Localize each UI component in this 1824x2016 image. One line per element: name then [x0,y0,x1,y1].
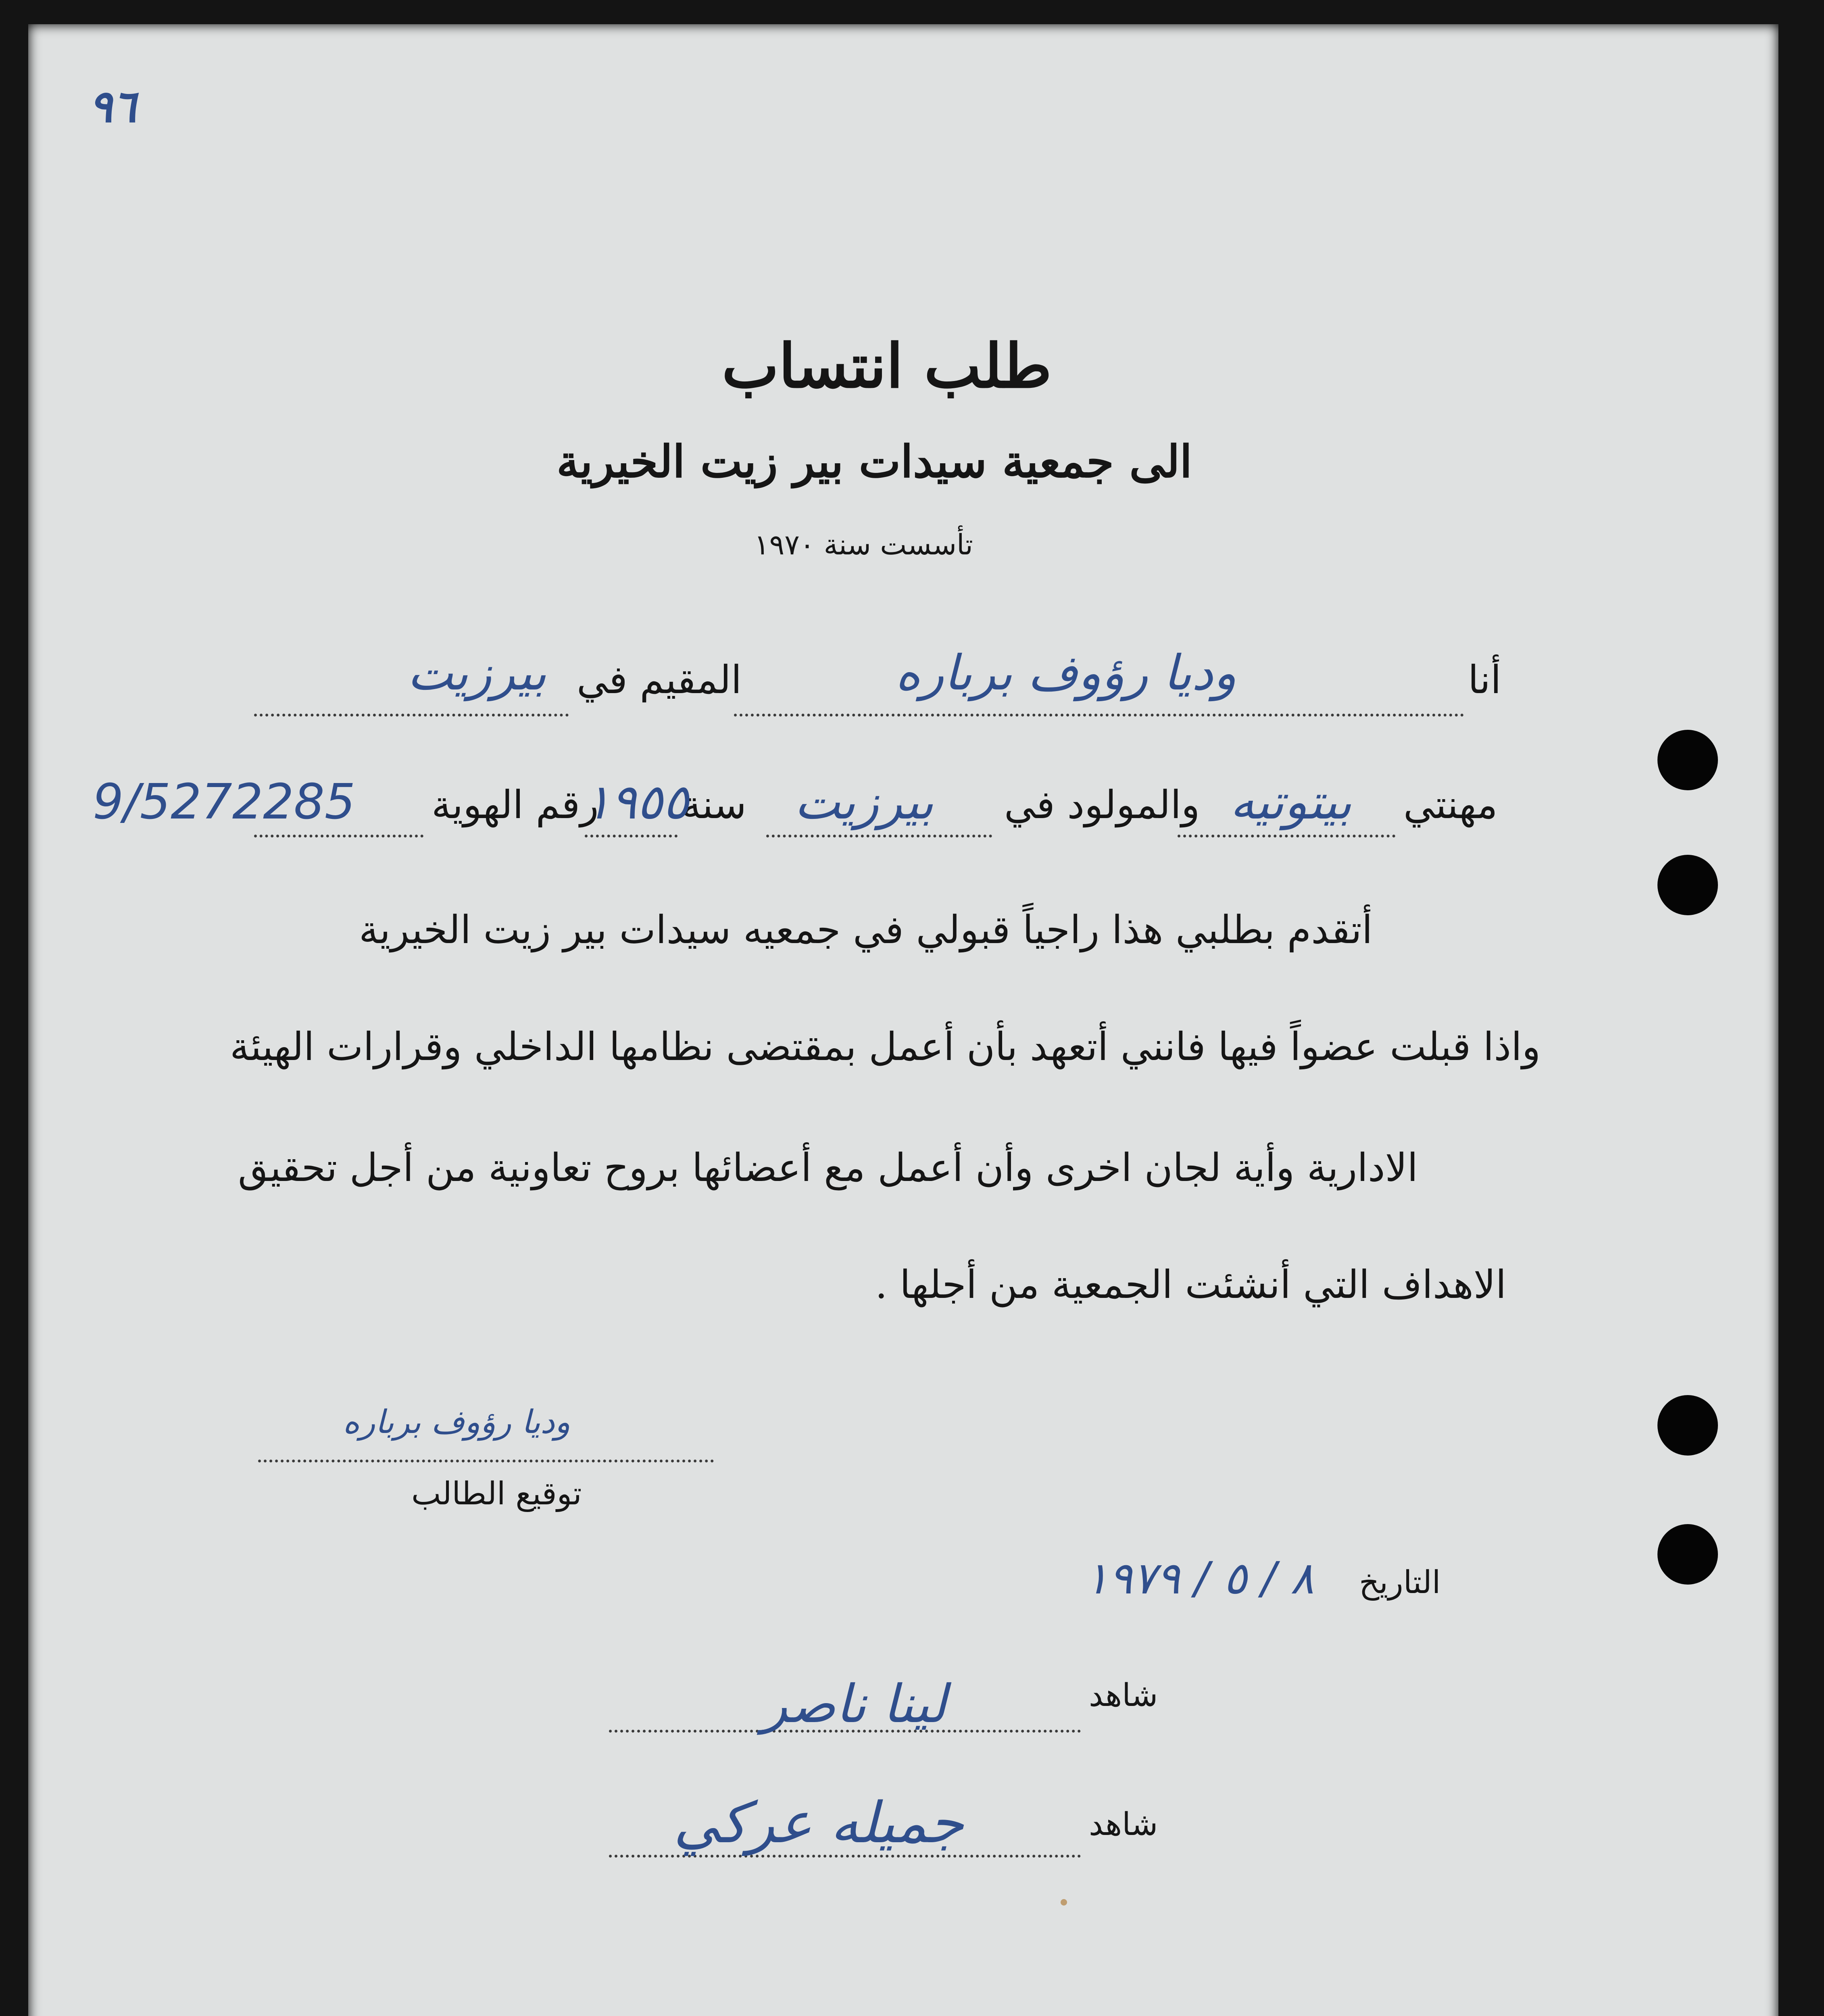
applicant-signature: وديا رؤوف برباره [343,1403,571,1441]
punch-hole-4 [1657,1524,1718,1585]
witness-2-label: شاهد [1089,1806,1158,1843]
punch-hole-3 [1657,1395,1718,1456]
witness-1-signature: لينا ناصر [762,1673,946,1735]
document-page [28,24,1778,2016]
signature-label: توقيع الطالب [411,1476,582,1512]
id-field-line [254,835,423,837]
witness-2-signature: جميله عركي [673,1790,964,1856]
id-number-value: 9/5272285 [93,774,356,830]
label-born-in: والمولود في [1004,782,1200,827]
residence-value: بيرزيت [407,645,546,701]
birth-year-value: ١٩٥٥ [585,774,689,830]
label-profession: مهنتي [1403,782,1498,827]
paragraph-line-2: واذا قبلت عضواً فيها فانني أتعهد بأن أعمل بمقتضى نظامها الداخلي وقرارات الهيئة [230,1024,1541,1069]
date-value: ٨ / ٥ / ١٩٧٩ [1085,1552,1314,1604]
year-field-line [585,835,677,837]
page-number-mark: ٩٦ [89,81,137,132]
paragraph-line-3: الادارية وأية لجان اخرى وأن أعمل مع أعضائها بروح تعاونية من أجل تحقيق [238,1145,1418,1190]
label-year: سنة [682,782,746,827]
paragraph-line-4: الاهداف التي أنشئت الجمعية من أجلها . [875,1262,1507,1307]
form-title: طلب انتساب [722,331,1052,402]
form-subtitle: الى جمعية سيدات بير زيت الخيرية [557,435,1192,487]
residence-field-line [254,714,569,716]
label-id-number: رقم الهوية [432,782,599,827]
founded-line: تأسست سنة ١٩٧٠ [754,528,973,561]
paragraph-line-1: أتقدم بطلبي هذا راجياً قبولي في جمعيه سيدات بير زيت الخيرية [359,907,1373,952]
punch-hole-2 [1657,855,1718,915]
birthplace-value: بيرزيت [794,774,934,830]
label-ana: أنا [1468,657,1501,702]
punch-hole-1 [1657,730,1718,790]
signature-line [258,1460,714,1462]
label-resident-in: المقيم في [577,657,742,702]
applicant-name: وديا رؤوف برباره [895,645,1237,701]
stain-mark [1061,1899,1067,1906]
name-field-line [734,714,1464,716]
date-label: التاريخ [1359,1564,1441,1601]
profession-value: بيتوتيه [1230,774,1352,830]
witness-1-label: شاهد [1089,1677,1158,1714]
birthplace-field-line [766,835,992,837]
profession-field-line [1178,835,1395,837]
